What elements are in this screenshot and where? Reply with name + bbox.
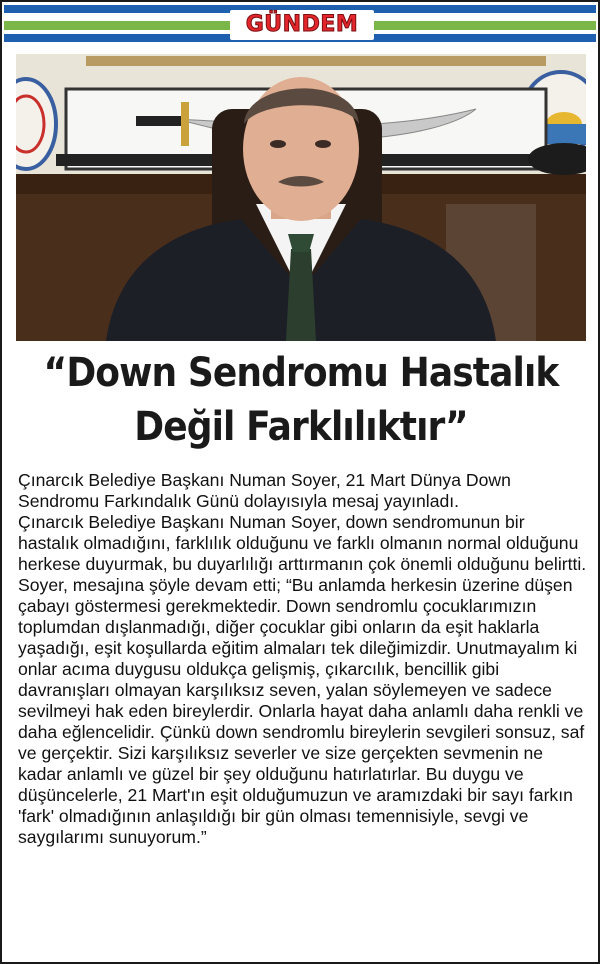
headline-line-1: “Down Sendromu Hastalık <box>43 350 559 396</box>
headline-line-2: Değil Farklılıktır” <box>134 404 468 450</box>
article-photo <box>16 54 586 341</box>
article-main-paragraph: Çınarcık Belediye Başkanı Numan Soyer, down sendromunun bir hastalık olmadığını, farklılık olduğunu ve farklı olmanın normal olduğunu herkese duyurmak, bu duyarlılığı arttırmanın çok önemli olduğunu belirtti. Soyer, mesajına şöyle devam etti; “Bu anlamda herkesin üzerine düşen çabayı göstermesi gerekmektedir. Down sendromlu çocuklarımızın toplumdan dışlanmadığı, diğer çocuklar gibi onların da eşit haklarla yaşadığı, eşit koşullarda eğitim almaları tek dileğimizdir. Unutmayalım ki onlar acıma duygusu oldukça gelişmiş, çıkarcılık, bencillik gibi davranışları olmayan karşılıksız seven, yalan söylemeyen ve sadece sevilmeyi hak eden bireylerdir. Onlarla hayat daha anlamlı daha renkli ve daha eğlencelidir. Çünkü down sendromlu bireylerin sevgileri sonsuz, saf ve gerçektir. Sizi karşılıksız severler ve size gerçekten sevmenin ne kadar anlamlı ve güzel bir şey olduğunu hatırlatırlar. Bu duygu ve düşüncelerle, 21 Mart'ın eşit olduğumuzun ve aramızdaki bir sayı farkın 'fark' olmadığının anlaşıldığı bir gün olması temennisiyle, sevgi ve saygılarımı sunuyorum.” <box>18 512 587 847</box>
section-label: GÜNDEM <box>230 10 374 40</box>
section-banner <box>4 4 596 46</box>
portrait-illustration <box>16 54 586 341</box>
article-body <box>18 470 590 848</box>
article-headline <box>10 346 592 454</box>
article-lead-paragraph: Çınarcık Belediye Başkanı Numan Soyer, 21 Mart Dünya Down Sendromu Farkındalık Günü dolayısıyla mesaj yayınladı. <box>18 470 511 511</box>
